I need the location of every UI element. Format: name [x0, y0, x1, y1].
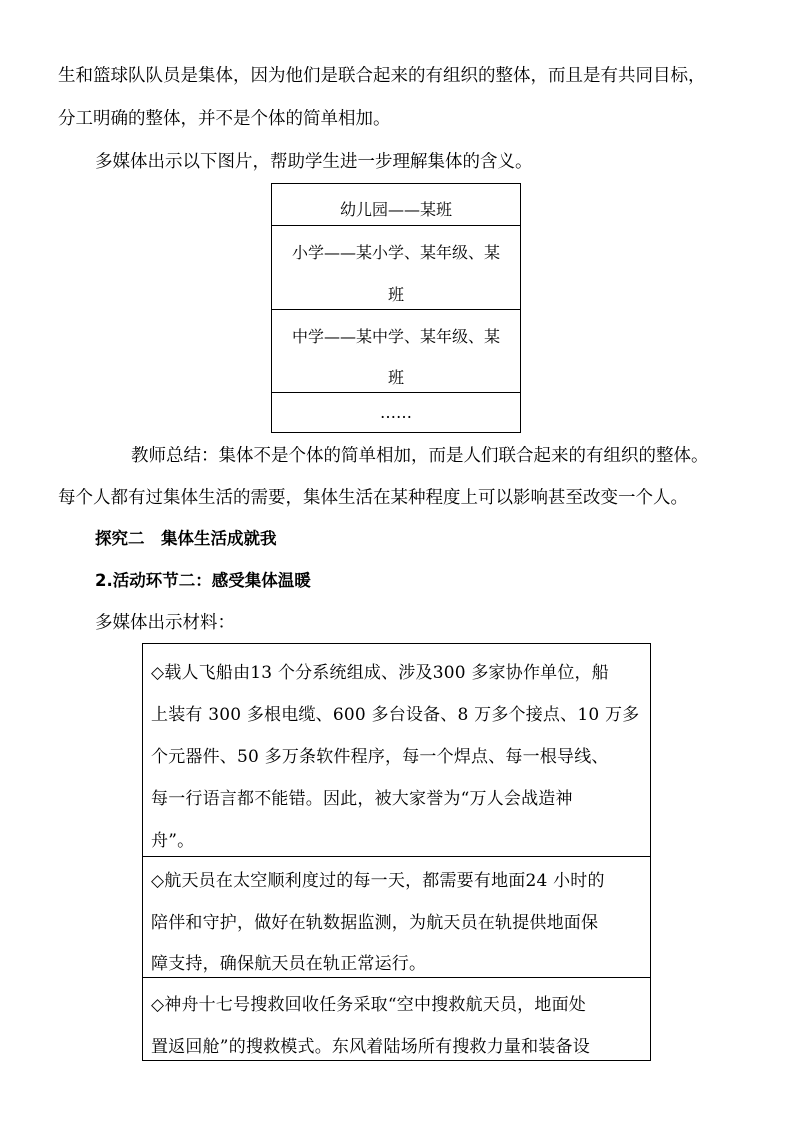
table-cell-text: ◇载人飞船由13 个分系统组成、涉及300 多家协作单位，船 — [151, 663, 609, 683]
text-line: 教师总结：集体不是个体的简单相加，而是人们联合起来的有组织的整体。 — [131, 446, 709, 466]
table-cell-text: 障支持，确保航天员在轨正常运行。 — [151, 954, 427, 974]
table-row — [272, 184, 520, 226]
table-row — [272, 393, 520, 432]
table-cell-text: …… — [380, 403, 412, 422]
paragraph-3: 多媒体出示材料： — [95, 613, 235, 633]
table-cell-text: 置返回舱”的搜救模式。东风着陆场所有搜救力量和装备设 — [151, 1037, 590, 1057]
text-line: 分工明确的整体，并不是个体的简单相加。 — [58, 109, 391, 129]
materials-table — [142, 643, 651, 1061]
table-cell-text: 幼儿园——某班 — [339, 200, 452, 219]
paragraph-2: 多媒体出示以下图片，帮助学生进一步理解集体的含义。 — [95, 152, 533, 172]
subsection-heading: 2.活动环节二：感受集体温暖 — [95, 571, 311, 590]
text-line: 生和篮球队队员是集体，因为他们是联合起来的有组织的整体，而且是有共同目标， — [58, 66, 706, 86]
table-cell-text: 个元器件、50 多万条软件程序，每一个焊点、每一根导线、 — [151, 747, 609, 767]
table-cell-text: 小学——某小学、某年级、某 — [291, 243, 500, 262]
table-row — [272, 310, 520, 393]
table-row — [143, 857, 650, 978]
table-cell-text: 中学——某中学、某年级、某 — [291, 327, 500, 346]
table-cell-text: ◇神舟十七号搜救回收任务采取“空中搜救航天员，地面处 — [151, 995, 586, 1015]
table-cell-text: 每一行语言都不能错。因此，被大家誉为“万人会战造神 — [151, 789, 573, 809]
text-line: 每个人都有过集体生活的需要，集体生活在某种程度上可以影响甚至改变一个人。 — [58, 488, 688, 508]
table-cell-text: ◇航天员在太空顺利度过的每一天，都需要有地面24 小时的 — [151, 871, 605, 891]
table-row — [143, 644, 650, 857]
section-heading: 探究二 集体生活成就我 — [95, 529, 277, 548]
table-cell-text: 班 — [387, 368, 404, 387]
table-row — [272, 226, 520, 310]
table-cell-text: 班 — [387, 285, 404, 304]
table-cell-text: 陪伴和守护，做好在轨数据监测，为航天员在轨提供地面保 — [151, 913, 599, 933]
table-cell-text: 上装有 300 多根电缆、600 多台设备、8 万多个接点、10 万多 — [151, 705, 640, 725]
table-cell-text: 舟”。 — [151, 831, 195, 851]
class-hierarchy-table — [271, 183, 521, 433]
table-row — [143, 978, 650, 1060]
